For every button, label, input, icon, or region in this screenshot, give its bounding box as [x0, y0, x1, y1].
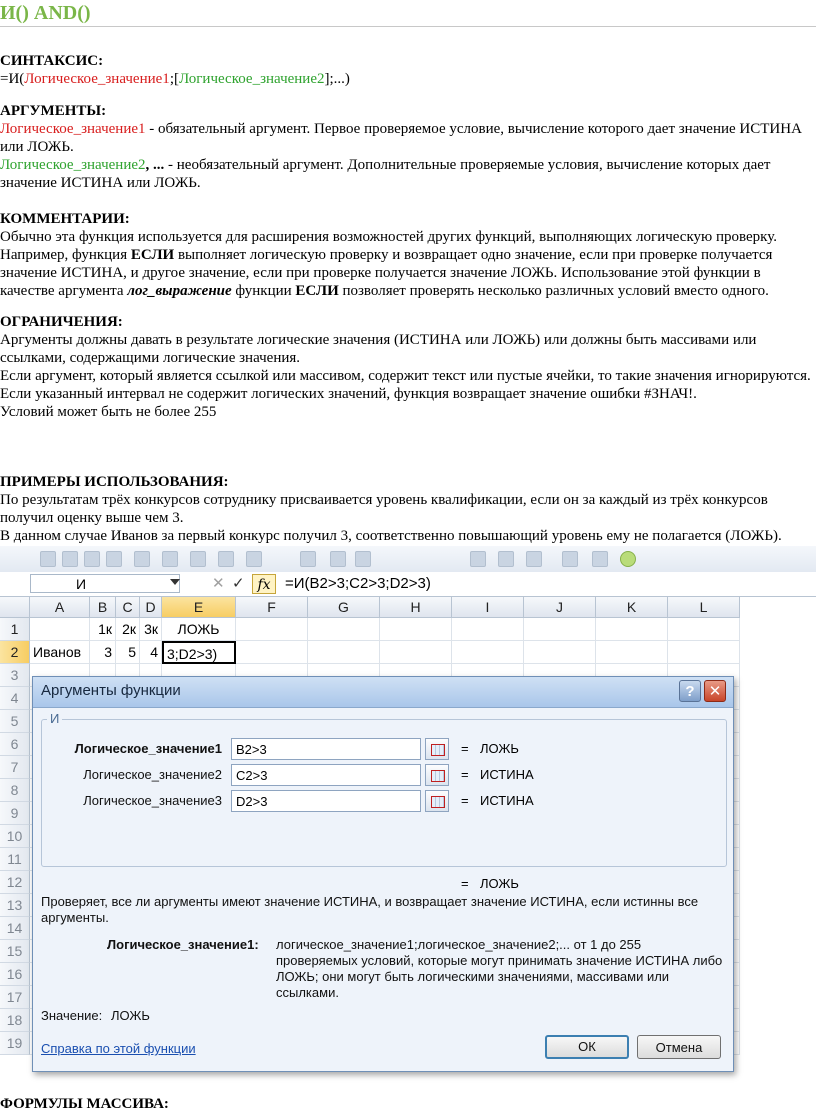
row-header-2[interactable]: 2	[0, 641, 30, 664]
column-header-d[interactable]: D	[140, 597, 162, 618]
column-header-c[interactable]: C	[116, 597, 140, 618]
cell-g2[interactable]	[308, 641, 380, 664]
arg-help-text: логическое_значение1;логическое_значение2;... от 1 до 255 проверяемых условий, которые могут принимать значение ИСТИНА либо ЛОЖЬ; они могут быть логическими значениями, массивами или ссылками.	[276, 937, 723, 1000]
row-header-16[interactable]: 16	[0, 963, 30, 986]
cell-f1[interactable]	[236, 618, 308, 641]
argument-2: Логическое_значение2, ... - необязательный аргумент. Дополнительные проверяемые условия, вычисление которых дает значение ИСТИНА или ЛОЖЬ.	[0, 157, 771, 191]
row-header-10[interactable]: 10	[0, 825, 30, 848]
value-label: Значение:	[41, 1008, 103, 1023]
row-header-1[interactable]: 1	[0, 618, 30, 641]
formula-input[interactable]: =И(B2>3;C2>3;D2>3)	[285, 575, 431, 592]
arguments-heading: АРГУМЕНТЫ:	[0, 103, 107, 119]
cancel-icon[interactable]: ✕	[212, 575, 225, 592]
cell-c2[interactable]: 5	[116, 641, 140, 664]
column-header-f[interactable]: F	[236, 597, 308, 618]
toolbar-icon[interactable]	[300, 551, 316, 567]
cell-e1[interactable]: ЛОЖЬ	[162, 618, 236, 641]
arg-result-2: ИСТИНА	[480, 767, 534, 782]
function-description: Проверяет, все ли аргументы имеют значение ИСТИНА, и возвращает значение ИСТИНА, если истинны все аргументы.	[41, 894, 699, 925]
cell-h1[interactable]	[380, 618, 452, 641]
limits-p1: Аргументы должны давать в результате логические значения (ИСТИНА или ЛОЖЬ) или должны быть массивами или ссылками, содержащими логические значения.	[0, 332, 757, 366]
arguments-section	[0, 102, 816, 192]
function-arguments-dialog: Аргументы функции ? ✕ И Логическое_значение1 B2>3 = ЛОЖЬ Логическое_значение2 C2>3 = ИСТИНА Логическое_значение3 D2>3 = ИСТИНА = ЛОЖЬ Проверяет, все ли аргументы имеют значение ИСТИНА, и возвращает значение ИСТИНА, если истинны все аргументы. Логическое_значение1: логическое_значение1;логическое_значение2;... от 1 до 255 проверяемых условий, которые могут принимать значение ИСТИНА либо ЛОЖЬ; они могут быть логическими значениями, массивами или ссылками. Значение: ЛОЖЬ Справка по этой функции ОК Отмена	[32, 676, 734, 1072]
row-header-18[interactable]: 18	[0, 1009, 30, 1032]
array-heading: ФОРМУЛЫ МАССИВА:	[0, 1096, 169, 1112]
arg-label-1: Логическое_значение1	[74, 741, 222, 756]
row-header-8[interactable]: 8	[0, 779, 30, 802]
limits-p3: Если указанный интервал не содержит логических значений, функция возвращает значение ошибки #ЗНАЧ!.	[0, 386, 697, 402]
customize-icon[interactable]	[648, 551, 662, 565]
syntax-heading: СИНТАКСИС:	[0, 53, 104, 69]
cell-b1[interactable]: 1к	[90, 618, 116, 641]
redo-icon[interactable]	[162, 551, 178, 567]
row-header-15[interactable]: 15	[0, 940, 30, 963]
help-link[interactable]: Справка по этой функции	[41, 1041, 196, 1056]
column-header-j[interactable]: J	[524, 597, 596, 618]
row-header-4[interactable]: 4	[0, 687, 30, 710]
value: ЛОЖЬ	[111, 1008, 150, 1023]
formula-bar	[0, 572, 816, 597]
dialog-title: Аргументы функции	[41, 682, 181, 699]
range-picker-icon[interactable]	[425, 790, 449, 812]
select-all-corner[interactable]	[0, 597, 30, 618]
arg-result-3: ИСТИНА	[480, 793, 534, 808]
column-header-i[interactable]: I	[452, 597, 524, 618]
cell-h2[interactable]	[380, 641, 452, 664]
cell-a2[interactable]: Иванов	[30, 641, 90, 664]
limits-section	[0, 313, 816, 421]
comments-heading: КОММЕНТАРИИ:	[0, 211, 130, 227]
undo-icon[interactable]	[134, 551, 150, 567]
cell-b2[interactable]: 3	[90, 641, 116, 664]
cell-j1[interactable]	[524, 618, 596, 641]
toolbar-icon[interactable]	[190, 551, 206, 567]
comments-text: Обычно эта функция используется для расширения возможностей других функций, выполняющих логическую проверку. Например, функция ЕСЛИ выполняет логическую проверку и возвращает одно значение, если при проверке получается значение ИСТИНА, и другое значение, если при проверке получается значение ЛОЖЬ. Использование этой функции в качестве аргумента лог_выражение функции ЕСЛИ позволяет проверять несколько различных условий вместо одного.	[0, 229, 777, 299]
column-header-e[interactable]: E	[162, 597, 236, 618]
syntax-arg2: Логическое_значение2	[178, 71, 325, 87]
range-picker-icon[interactable]	[425, 764, 449, 786]
cell-f2[interactable]	[236, 641, 308, 664]
row-header-12[interactable]: 12	[0, 871, 30, 894]
cell-k1[interactable]	[596, 618, 668, 641]
toolbar-icon[interactable]	[40, 551, 56, 567]
row-header-19[interactable]: 19	[0, 1032, 30, 1055]
total-result: ЛОЖЬ	[480, 876, 519, 891]
quick-access-toolbar	[0, 546, 816, 573]
toolbar-icon[interactable]	[106, 551, 122, 567]
close-icon[interactable]: ✕	[704, 680, 726, 702]
cell-k2[interactable]	[596, 641, 668, 664]
examples-section	[0, 473, 816, 545]
toolbar-icon[interactable]	[62, 551, 78, 567]
row-header-5[interactable]: 5	[0, 710, 30, 733]
cell-l2[interactable]	[668, 641, 740, 664]
chevron-down-icon[interactable]	[170, 579, 180, 585]
toolbar-icon[interactable]	[562, 551, 578, 567]
name-box[interactable]: И	[30, 574, 180, 593]
page-title: И() AND()	[0, 0, 816, 27]
argument-1: Логическое_значение1 - обязательный аргумент. Первое проверяемое условие, вычисление которого дает значение ИСТИНА или ЛОЖЬ.	[0, 121, 802, 155]
examples-p2: В данном случае Иванов за первый конкурс получил 3, соответственно повышающий уровень ему не полагается (ЛОЖЬ).	[0, 528, 782, 544]
toolbar-icon[interactable]	[526, 551, 542, 567]
toolbar-icon[interactable]	[470, 551, 486, 567]
toolbar-icon[interactable]	[330, 551, 346, 567]
row-header-7[interactable]: 7	[0, 756, 30, 779]
examples-heading: ПРИМЕРЫ ИСПОЛЬЗОВАНИЯ:	[0, 474, 229, 490]
cell-c1[interactable]: 2к	[116, 618, 140, 641]
insert-function-button[interactable]: fx	[252, 574, 276, 594]
toolbar-icon[interactable]	[84, 551, 100, 567]
cell-j2[interactable]	[524, 641, 596, 664]
toolbar-icon[interactable]	[498, 551, 514, 567]
cell-i1[interactable]	[452, 618, 524, 641]
cell-d2[interactable]: 4	[140, 641, 162, 664]
cancel-button[interactable]: Отмена	[637, 1035, 721, 1059]
row-header-9[interactable]: 9	[0, 802, 30, 825]
cell-i2[interactable]	[452, 641, 524, 664]
column-header-h[interactable]: H	[380, 597, 452, 618]
limits-heading: ОГРАНИЧЕНИЯ:	[0, 314, 123, 330]
column-header-a[interactable]: A	[30, 597, 90, 618]
cell-d1[interactable]: 3к	[140, 618, 162, 641]
group-label: И	[47, 711, 62, 726]
range-picker-icon[interactable]	[425, 738, 449, 760]
row-header-14[interactable]: 14	[0, 917, 30, 940]
cell-a1[interactable]	[30, 618, 90, 641]
cell-e2[interactable]: 3;D2>3)	[162, 641, 236, 664]
syntax-arg1: Логическое_значение1	[24, 71, 170, 87]
column-header-g[interactable]: G	[308, 597, 380, 618]
cell-l1[interactable]	[668, 618, 740, 641]
toolbar-icon[interactable]	[218, 551, 234, 567]
limits-p4: Условий может быть не более 255	[0, 404, 217, 420]
examples-p1: По результатам трёх конкурсов сотруднику присваивается уровень квалификации, если он за каждый из трёх конкурсов получил оценку выше чем 3.	[0, 492, 768, 526]
syntax-line: =И(Логическое_значение1;[Логическое_значение2];...)	[0, 71, 350, 87]
enter-icon[interactable]: ✓	[232, 575, 245, 592]
arg-input-1[interactable]: B2>3	[231, 738, 421, 760]
row-header-17[interactable]: 17	[0, 986, 30, 1009]
column-header-k[interactable]: K	[596, 597, 668, 618]
row-header-3[interactable]: 3	[0, 664, 30, 687]
comments-section	[0, 210, 816, 300]
row-header-13[interactable]: 13	[0, 894, 30, 917]
syntax-section	[0, 52, 816, 88]
dialog-title-bar	[33, 677, 733, 708]
toolbar-icon[interactable]	[355, 551, 371, 567]
toolbar-icon[interactable]	[592, 551, 608, 567]
arg-input-3[interactable]: D2>3	[231, 790, 421, 812]
column-header-l[interactable]: L	[668, 597, 740, 618]
column-header-b[interactable]: B	[90, 597, 116, 618]
cell-g1[interactable]	[308, 618, 380, 641]
toolbar-icon[interactable]	[620, 551, 636, 567]
row-header-11[interactable]: 11	[0, 848, 30, 871]
arg-input-2[interactable]: C2>3	[231, 764, 421, 786]
row-header-6[interactable]: 6	[0, 733, 30, 756]
toolbar-icon[interactable]	[246, 551, 262, 567]
arg-result-1: ЛОЖЬ	[480, 741, 519, 756]
limits-p2: Если аргумент, который является ссылкой или массивом, содержит текст или пустые ячейки, то такие значения игнорируются.	[0, 368, 811, 384]
arg-help-label: Логическое_значение1:	[107, 937, 259, 952]
arg-label-3: Логическое_значение3	[83, 793, 222, 808]
help-icon[interactable]: ?	[679, 680, 701, 702]
ok-button[interactable]: ОК	[545, 1035, 629, 1059]
arg-label-2: Логическое_значение2	[83, 767, 222, 782]
